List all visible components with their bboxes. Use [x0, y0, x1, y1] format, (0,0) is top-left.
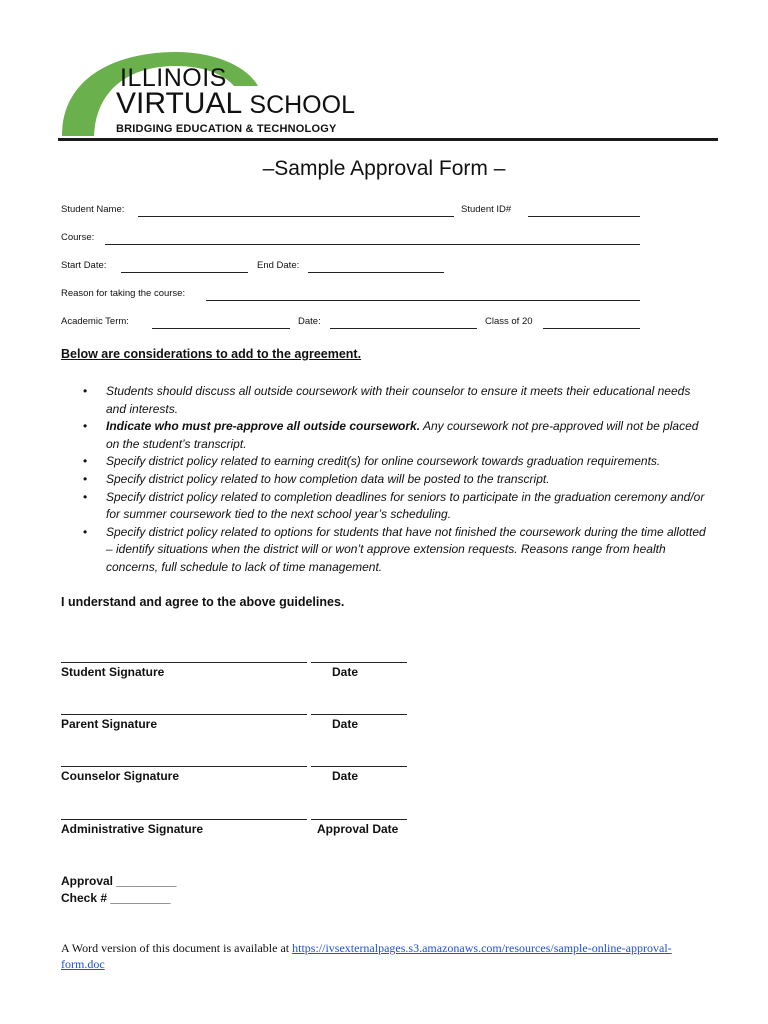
logo-line-virtual-school: [116, 89, 355, 119]
academic-term-field[interactable]: [152, 328, 290, 329]
student-id-label: Student ID#: [461, 204, 512, 215]
counselor-date-line[interactable]: [311, 766, 407, 767]
logo-line-illinois: ILLINOIS: [120, 64, 227, 92]
list-item: • Specify district policy related to earning credit(s) for online coursework towards graduation requirements.: [83, 453, 708, 471]
parent-signature-label: Parent Signature: [61, 717, 158, 731]
logo-tagline: BRIDGING EDUCATION & TECHNOLOGY: [116, 123, 337, 135]
course-field[interactable]: [105, 244, 640, 245]
reason-label: Reason for taking the course:: [61, 288, 186, 299]
class-of-field[interactable]: [543, 328, 640, 329]
illinois-virtual-school-logo: [58, 46, 355, 138]
parent-date-label: Date: [332, 717, 359, 731]
agreement-statement: I understand and agree to the above guidelines.: [61, 595, 345, 609]
date-label: Date:: [298, 316, 321, 327]
counselor-signature-line[interactable]: [61, 766, 307, 767]
student-signature-line[interactable]: [61, 662, 307, 663]
header-divider: [58, 138, 718, 141]
reason-field[interactable]: [206, 300, 640, 301]
student-date-label: Date: [332, 665, 359, 679]
approval-date-label: Approval Date: [317, 822, 399, 836]
student-id-field[interactable]: [528, 216, 640, 217]
considerations-list: [83, 383, 708, 577]
page-title: –Sample Approval Form –: [262, 157, 506, 180]
approval-field[interactable]: Approval _________: [61, 874, 177, 888]
student-name-field[interactable]: [138, 216, 454, 217]
list-item: • Indicate who must pre-approve all outside coursework. Any coursework not pre-approved will not be placed on the student’s transcript.: [83, 418, 708, 453]
course-label: Course:: [61, 232, 95, 243]
counselor-signature-label: Counselor Signature: [61, 769, 180, 783]
logo-word-school: SCHOOL: [249, 91, 355, 119]
word-document-link[interactable]: https://ivsexternalpages.s3.amazonaws.com/resources/sample-online-approval-form.doc: [61, 941, 672, 971]
list-item: • Specify district policy related to completion deadlines for seniors to participate in the graduation ceremony and/or for summer coursework tied to the next school year’s scheduling.: [83, 489, 708, 524]
list-item: • Specify district policy related to how completion data will be posted to the transcript.: [83, 471, 708, 489]
list-item: • Specify district policy related to options for students that have not finished the coursework during the time allotted – identify situations when the district will or won’t approve extension requests. Reasons range from health concerns, full schedule to lack of time management.: [83, 524, 708, 577]
academic-term-label: Academic Term:: [61, 316, 129, 327]
footer-text: A Word version of this document is available at: [61, 941, 293, 955]
student-date-line[interactable]: [311, 662, 407, 663]
end-date-field[interactable]: [308, 272, 444, 273]
student-signature-label: Student Signature: [61, 665, 165, 679]
considerations-heading: Below are considerations to add to the agreement.: [61, 347, 362, 361]
administrative-signature-label: Administrative Signature: [61, 822, 204, 836]
parent-signature-line[interactable]: [61, 714, 307, 715]
parent-date-line[interactable]: [311, 714, 407, 715]
list-item: • Students should discuss all outside coursework with their counselor to ensure it meets their educational needs and interests.: [83, 383, 708, 418]
check-number-field[interactable]: Check # _________: [61, 891, 171, 905]
start-date-label: Start Date:: [61, 260, 107, 271]
end-date-label: End Date:: [257, 260, 300, 271]
class-of-label: Class of 20: [485, 316, 533, 327]
student-name-label: Student Name:: [61, 204, 125, 215]
counselor-date-label: Date: [332, 769, 359, 783]
start-date-field[interactable]: [121, 272, 248, 273]
approval-date-line[interactable]: [311, 819, 407, 820]
logo-word-virtual: VIRTUAL: [116, 87, 242, 120]
date-field[interactable]: [330, 328, 477, 329]
administrative-signature-line[interactable]: [61, 819, 307, 820]
footer-note: [61, 940, 711, 972]
